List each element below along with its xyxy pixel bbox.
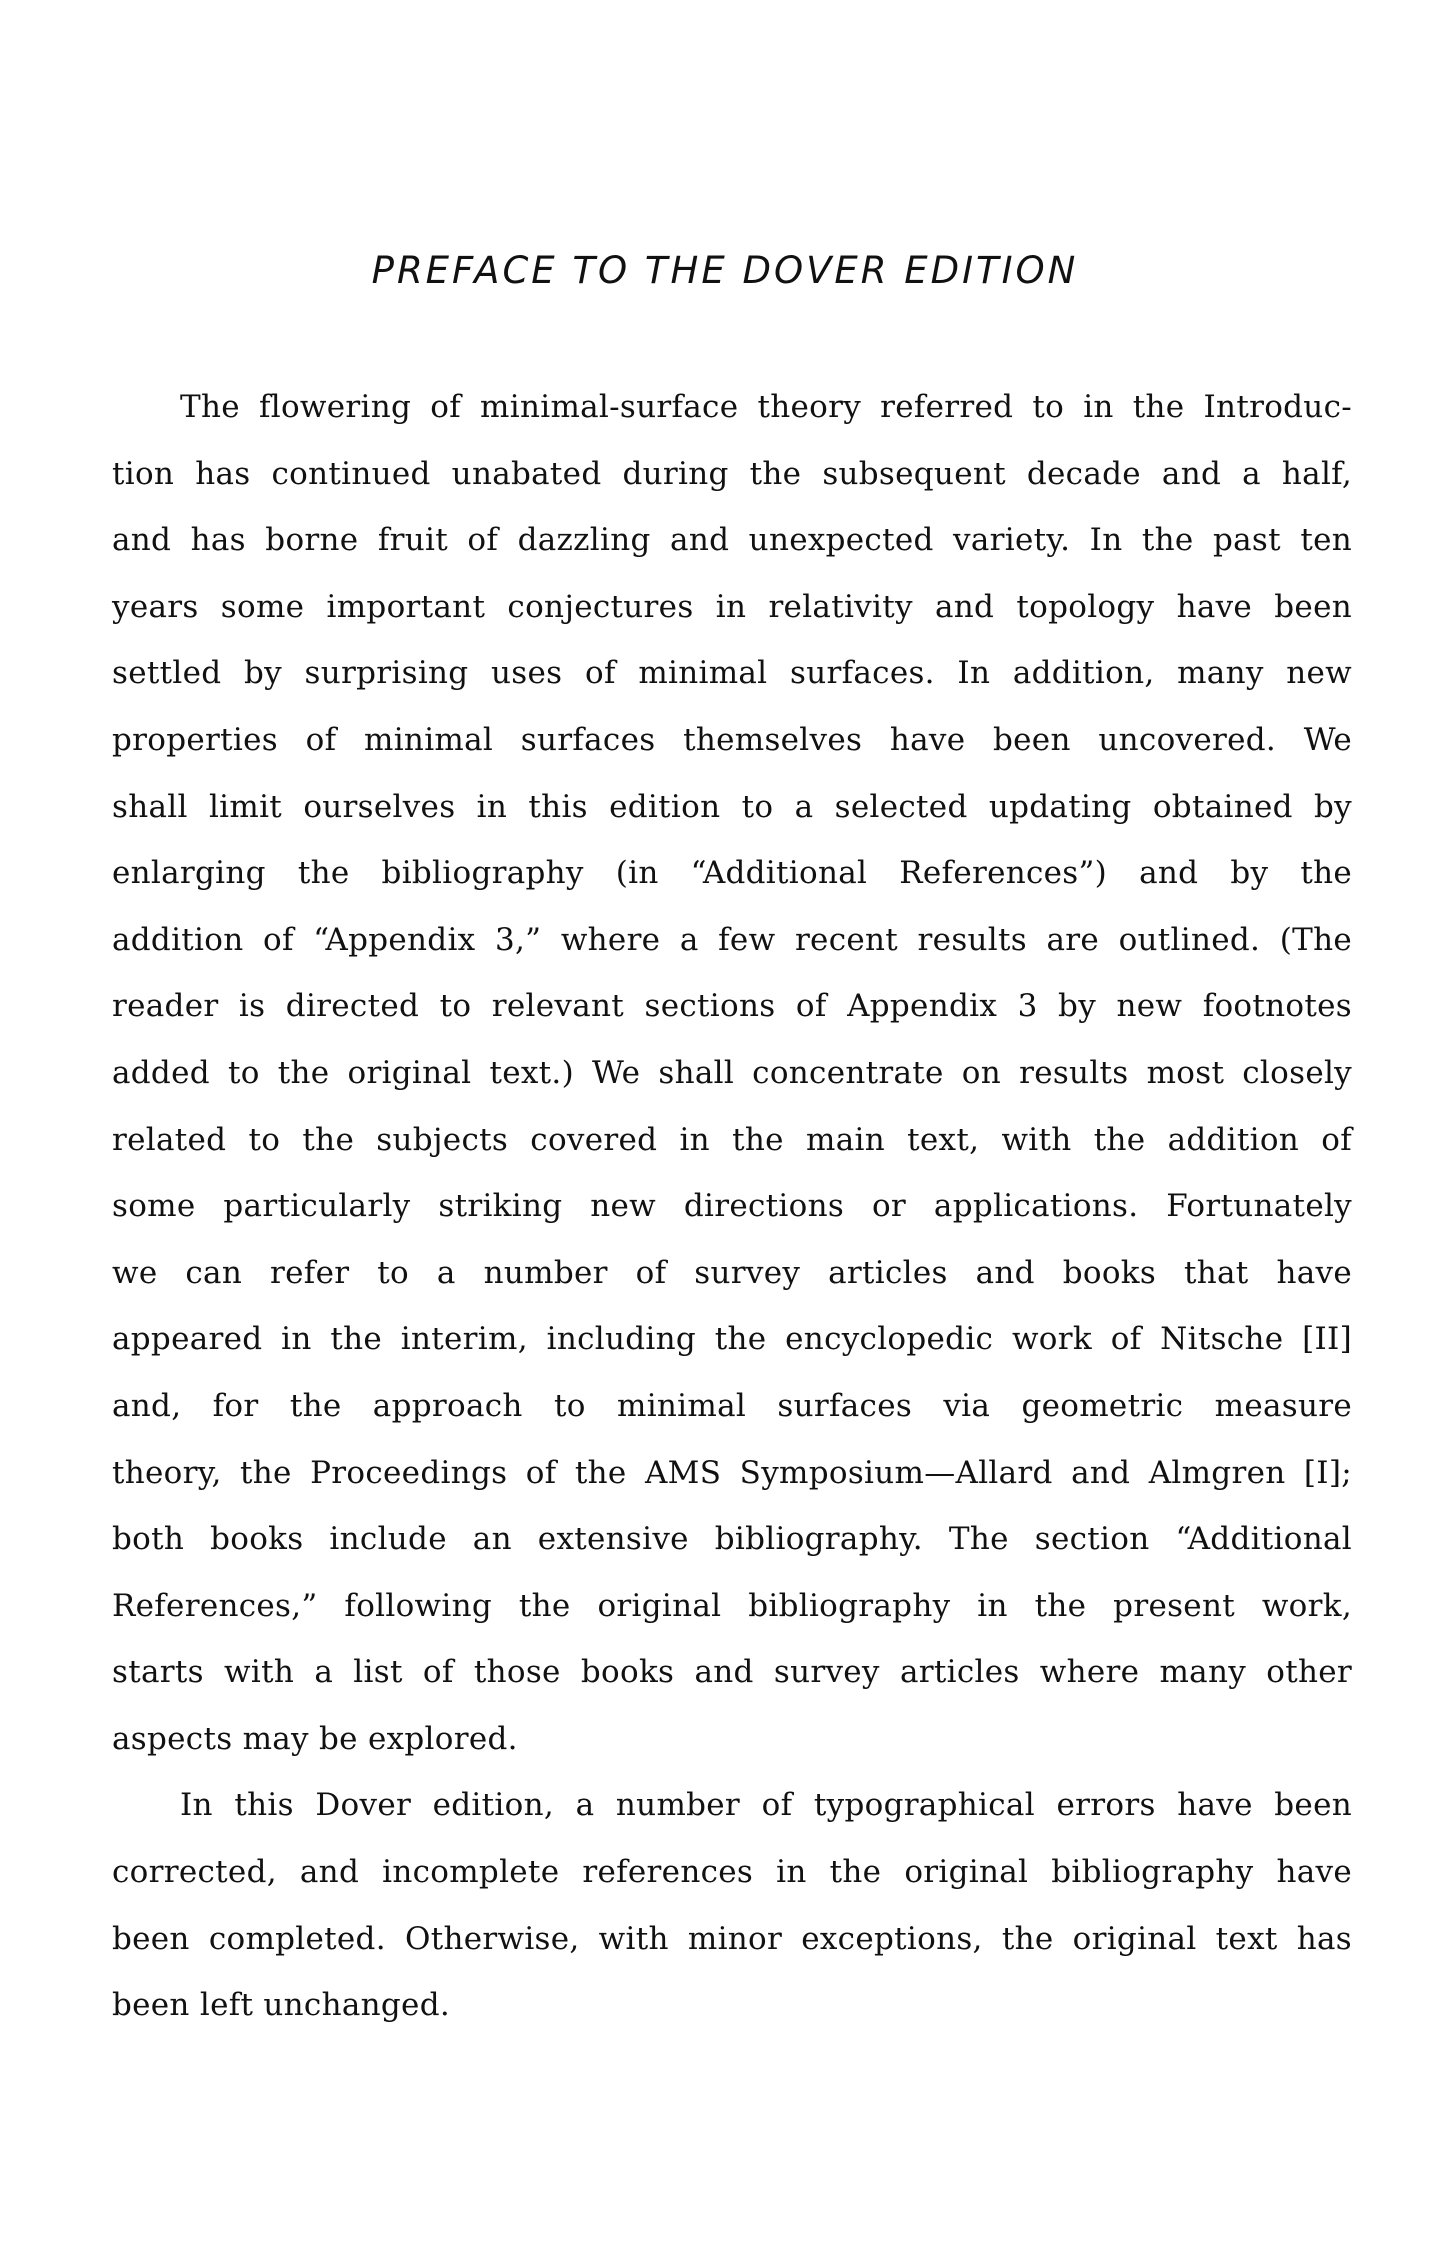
text-line: related to the subjects covered in the main text, with the addition of xyxy=(112,1121,1352,1158)
text-line: settled by surprising uses of minimal surfaces. In addition, many new xyxy=(112,655,1352,692)
text-line: enlarging the bibliography (in “Additional References”) and by the xyxy=(112,855,1352,892)
text-line: properties of minimal surfaces themselves have been uncovered. We xyxy=(112,721,1352,758)
text-line: and, for the approach to minimal surfaces via geometric measure xyxy=(112,1387,1352,1424)
body-text xyxy=(112,374,1352,2039)
text-line: tion has continued unabated during the subsequent decade and a half, xyxy=(112,455,1352,492)
text-line: appeared in the interim, including the encyclopedic work of Nitsche [II] xyxy=(112,1321,1352,1358)
paragraph-2 xyxy=(112,1772,1352,2038)
text-line: References,” following the original bibliography in the present work, xyxy=(112,1587,1352,1624)
text-line: we can refer to a number of survey articles and books that have xyxy=(112,1254,1352,1291)
text-line: The flowering of minimal-surface theory referred to in the Introduc- xyxy=(180,389,1352,425)
text-line: reader is directed to relevant sections of Appendix 3 by new footnotes xyxy=(112,988,1352,1025)
text-line: corrected, and incomplete references in the original bibliography have xyxy=(112,1854,1352,1891)
text-line: In this Dover edition, a number of typographical errors have been xyxy=(180,1787,1352,1824)
text-line: some particularly striking new directions or applications. Fortunately xyxy=(112,1188,1352,1225)
page-title: PREFACE TO THE DOVER EDITION xyxy=(371,249,1079,292)
paragraph-1 xyxy=(112,374,1352,1772)
text-line: and has borne fruit of dazzling and unexpected variety. In the past ten xyxy=(112,522,1352,559)
text-line: addition of “Appendix 3,” where a few recent results are outlined. (The xyxy=(112,921,1352,958)
text-line: both books include an extensive bibliography. The section “Additional xyxy=(112,1521,1352,1558)
text-line: added to the original text.) We shall concentrate on results most closely xyxy=(112,1054,1352,1091)
text-line: starts with a list of those books and survey articles where many other xyxy=(112,1654,1352,1691)
text-line: theory, the Proceedings of the AMS Symposium—Allard and Almgren [I]; xyxy=(112,1454,1352,1491)
text-line: aspects may be explored. xyxy=(112,1720,518,1757)
text-line: been completed. Otherwise, with minor exceptions, the original text has xyxy=(112,1920,1352,1957)
text-line: years some important conjectures in relativity and topology have been xyxy=(112,588,1352,625)
text-line: been left unchanged. xyxy=(112,1987,450,2024)
text-line: shall limit ourselves in this edition to a selected updating obtained by xyxy=(112,788,1352,825)
